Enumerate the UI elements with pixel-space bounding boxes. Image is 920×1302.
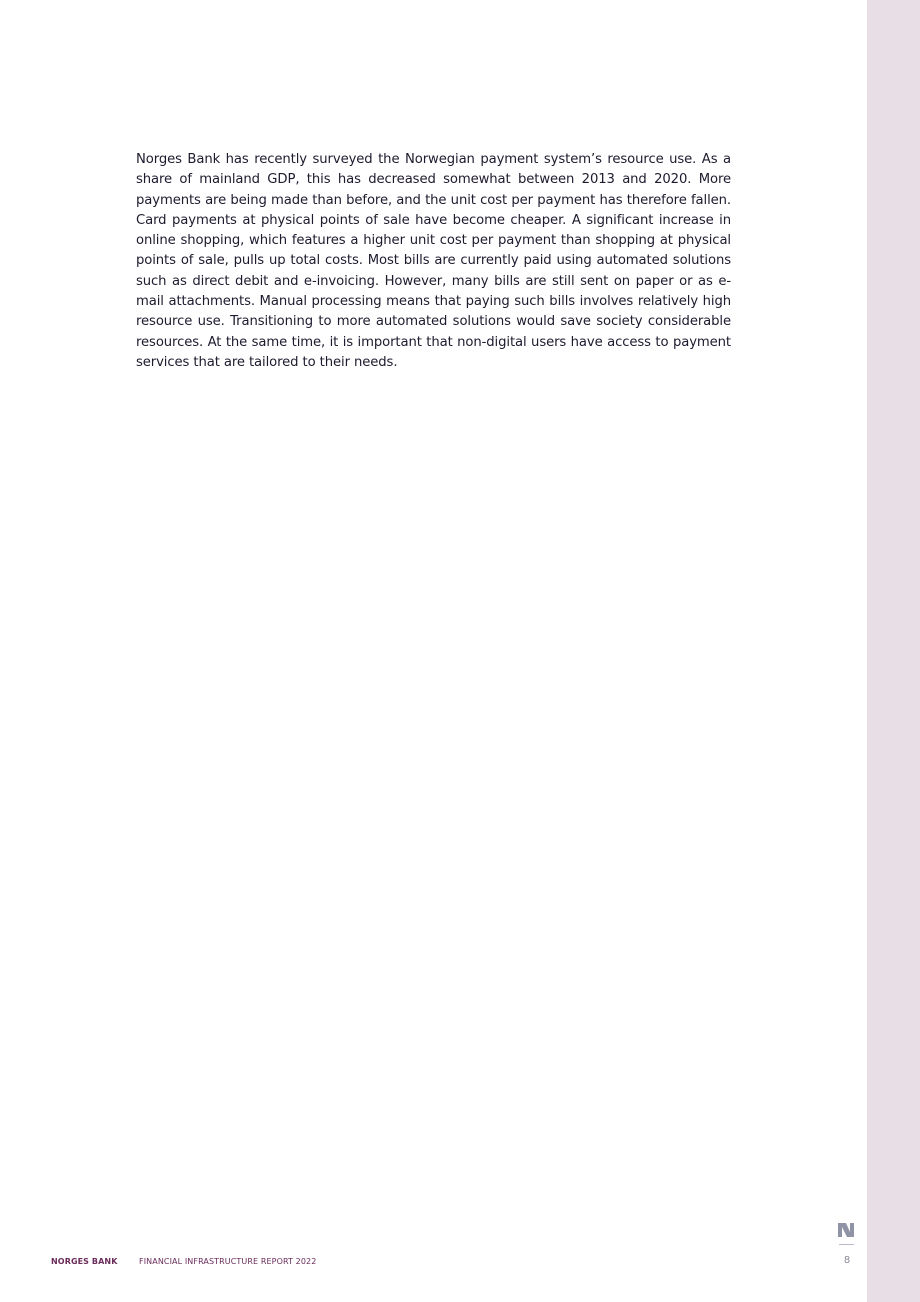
norges-bank-logo-icon (838, 1222, 854, 1238)
footer-brand: NORGES BANK (51, 1257, 118, 1266)
side-band (867, 0, 920, 1302)
logo-divider (839, 1244, 854, 1245)
body-paragraph: Norges Bank has recently surveyed the Norwegian payment system’s resource use. As a share of mainland GDP, this has decreased somewhat between 2013 and 2020. More payments are being made than before, and the unit cost per payment has therefore fallen. Card payments at physical points of sale have become cheaper. A significant increase in online shopping, which features a higher unit cost per payment than shopping at physical points of sale, pulls up total costs. Most bills are currently paid using automated solutions such as direct debit and e-invoicing. However, many bills are still sent on paper or as e-mail attachments. Manual processing means that paying such bills involves relatively high resource use. Transitioning to more automated solutions would save society considerable resources. At the same time, it is important that non-digital users have access to payment services that are tailored to their needs. (136, 152, 731, 370)
footer-report-title: FINANCIAL INFRASTRUCTURE REPORT 2022 (139, 1257, 317, 1266)
page-number: 8 (843, 1255, 851, 1266)
